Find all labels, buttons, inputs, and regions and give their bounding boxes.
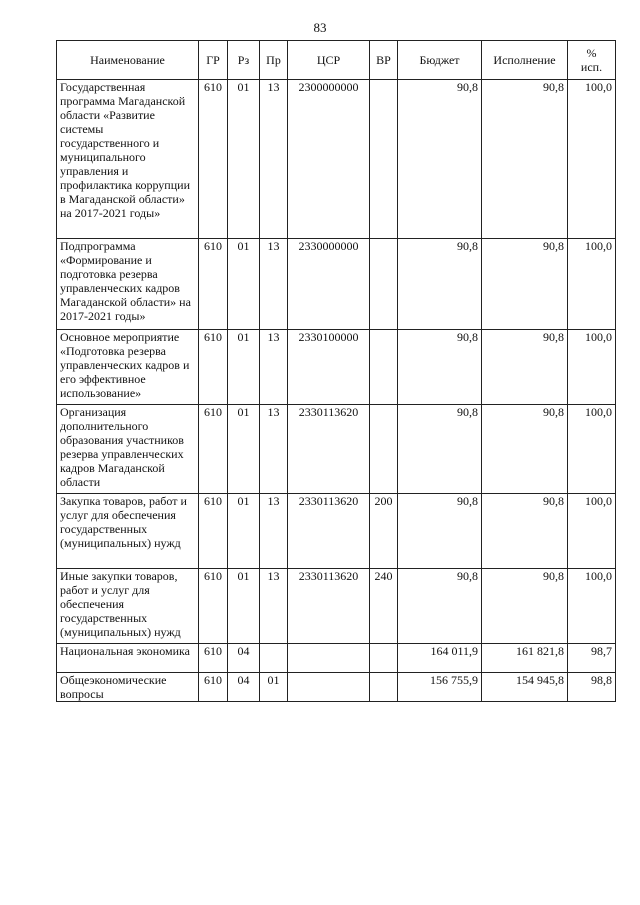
row-execution: 90,8	[482, 80, 568, 239]
header-name: Наименование	[57, 41, 199, 80]
table-row	[57, 80, 616, 239]
row-csr: 2300000000	[288, 80, 370, 239]
row-gr: 610	[199, 330, 228, 405]
row-vr	[370, 80, 398, 239]
row-rz: 01	[228, 405, 260, 494]
row-name: Иные закупки товаров, работ и услуг для обеспечения государственных (муниципальных) нужд	[57, 569, 199, 644]
header-percent-sign: %	[586, 46, 597, 60]
table-row	[57, 673, 616, 702]
row-execution: 90,8	[482, 494, 568, 569]
row-csr: 2330113620	[288, 405, 370, 494]
row-budget: 90,8	[398, 494, 482, 569]
row-budget: 90,8	[398, 80, 482, 239]
table-row	[57, 494, 616, 569]
row-vr	[370, 673, 398, 702]
row-pr: 13	[260, 569, 288, 644]
row-csr: 2330000000	[288, 239, 370, 330]
row-percent: 100,0	[568, 569, 616, 644]
table-row	[57, 405, 616, 494]
row-csr: 2330113620	[288, 569, 370, 644]
row-rz: 04	[228, 673, 260, 702]
row-gr: 610	[199, 239, 228, 330]
row-pr: 13	[260, 494, 288, 569]
row-gr: 610	[199, 494, 228, 569]
row-gr: 610	[199, 569, 228, 644]
header-rz: Рз	[228, 41, 260, 80]
row-percent: 100,0	[568, 330, 616, 405]
row-vr	[370, 405, 398, 494]
row-budget: 164 011,9	[398, 644, 482, 673]
row-pr: 13	[260, 405, 288, 494]
table-row	[57, 330, 616, 405]
table-row	[57, 644, 616, 673]
row-percent: 100,0	[568, 239, 616, 330]
row-rz: 01	[228, 569, 260, 644]
row-gr: 610	[199, 405, 228, 494]
table-row	[57, 239, 616, 330]
table-header-row	[57, 41, 616, 80]
row-percent: 100,0	[568, 80, 616, 239]
row-pr	[260, 644, 288, 673]
row-rz: 01	[228, 239, 260, 330]
row-csr: 2330100000	[288, 330, 370, 405]
row-execution: 90,8	[482, 405, 568, 494]
row-rz: 04	[228, 644, 260, 673]
row-execution: 90,8	[482, 569, 568, 644]
row-vr	[370, 330, 398, 405]
header-pr: Пр	[260, 41, 288, 80]
row-name: Организация дополнительного образования участников резерва управленческих кадров Магаданской области	[57, 405, 199, 494]
row-csr: 2330113620	[288, 494, 370, 569]
row-pr: 13	[260, 80, 288, 239]
header-execution: Исполнение	[482, 41, 568, 80]
row-pr: 13	[260, 239, 288, 330]
row-budget: 90,8	[398, 569, 482, 644]
header-vr: ВР	[370, 41, 398, 80]
row-name: Основное мероприятие «Подготовка резерва управленческих кадров и его эффективное использование»	[57, 330, 199, 405]
row-execution: 90,8	[482, 330, 568, 405]
row-budget: 90,8	[398, 239, 482, 330]
row-percent: 100,0	[568, 405, 616, 494]
budget-execution-table	[56, 40, 616, 702]
row-name: Подпрограмма «Формирование и подготовка резерва управленческих кадров Магаданской области» на 2017-2021 годы»	[57, 239, 199, 330]
page-number: 83	[313, 20, 327, 35]
row-percent: 100,0	[568, 494, 616, 569]
row-pr: 13	[260, 330, 288, 405]
row-vr	[370, 644, 398, 673]
row-pr: 01	[260, 673, 288, 702]
header-gr: ГР	[199, 41, 228, 80]
row-name: Закупка товаров, работ и услуг для обеспечения государственных (муниципальных) нужд	[57, 494, 199, 569]
row-gr: 610	[199, 80, 228, 239]
row-percent: 98,7	[568, 644, 616, 673]
row-csr	[288, 673, 370, 702]
row-budget: 90,8	[398, 330, 482, 405]
row-rz: 01	[228, 494, 260, 569]
row-budget: 156 755,9	[398, 673, 482, 702]
row-csr	[288, 644, 370, 673]
header-csr: ЦСР	[288, 41, 370, 80]
row-name: Государственная программа Магаданской области «Развитие системы государственного и муниципального управления и профилактика коррупции в Магаданской области» на 2017-2021 годы»	[57, 80, 199, 239]
header-budget: Бюджет	[398, 41, 482, 80]
row-execution: 154 945,8	[482, 673, 568, 702]
row-rz: 01	[228, 80, 260, 239]
row-budget: 90,8	[398, 405, 482, 494]
row-execution: 161 821,8	[482, 644, 568, 673]
row-gr: 610	[199, 644, 228, 673]
row-rz: 01	[228, 330, 260, 405]
row-execution: 90,8	[482, 239, 568, 330]
row-percent: 98,8	[568, 673, 616, 702]
row-vr: 200	[370, 494, 398, 569]
table-row	[57, 569, 616, 644]
row-vr: 240	[370, 569, 398, 644]
header-percent	[568, 41, 616, 80]
row-vr	[370, 239, 398, 330]
row-name: Национальная экономика	[57, 644, 199, 673]
header-percent-label: исп.	[580, 60, 603, 74]
row-gr: 610	[199, 673, 228, 702]
row-name: Общеэкономические вопросы	[57, 673, 199, 702]
